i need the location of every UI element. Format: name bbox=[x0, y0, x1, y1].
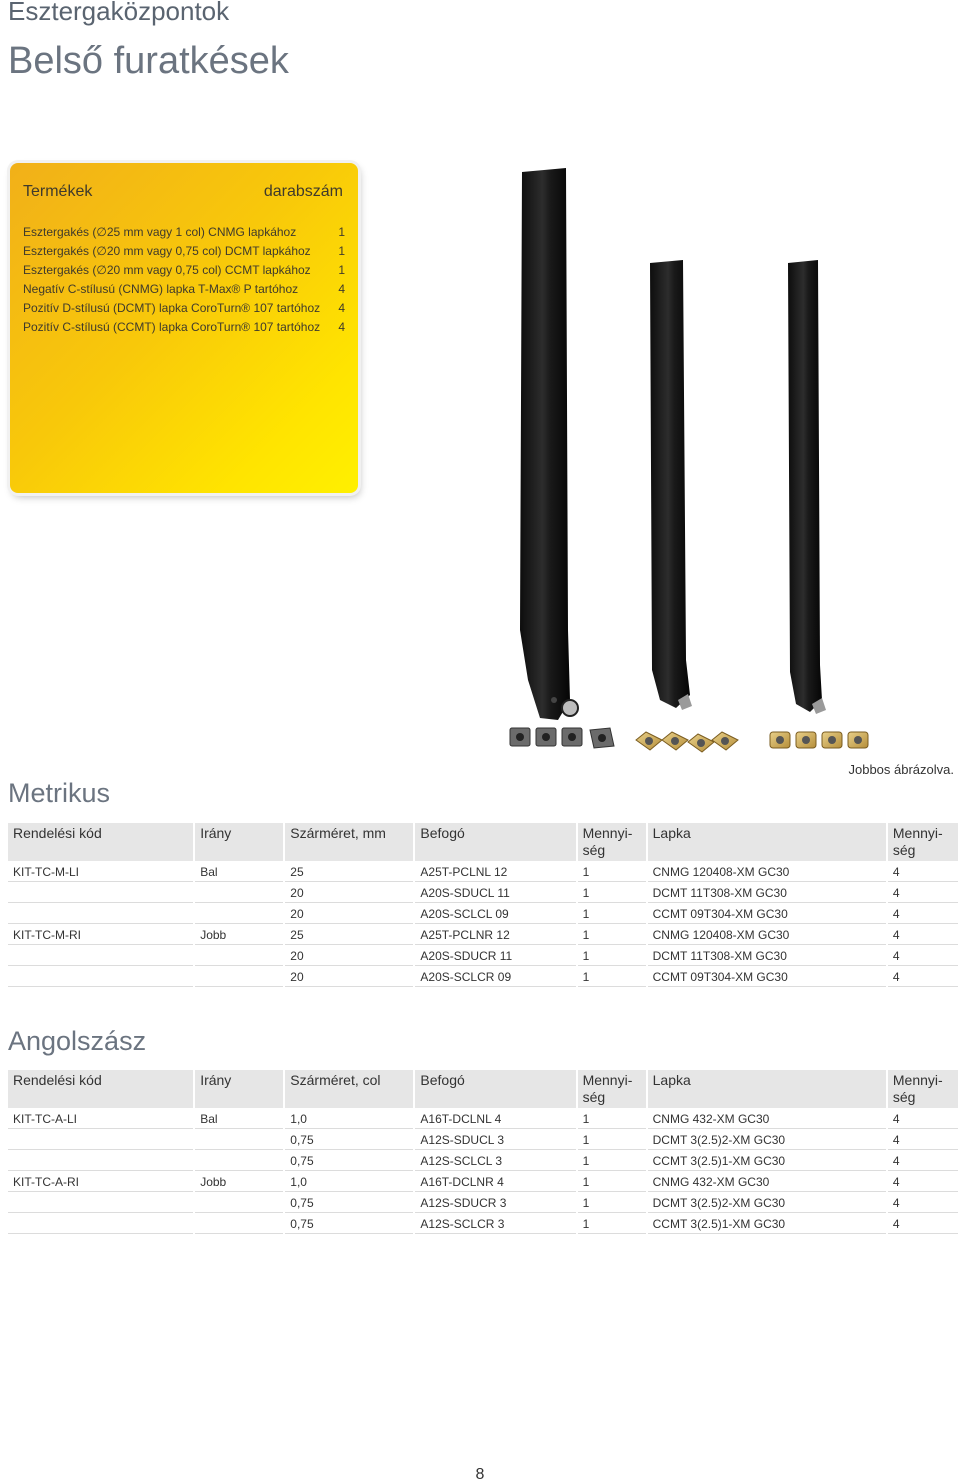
cell: 20 bbox=[285, 905, 413, 924]
product-list bbox=[23, 223, 345, 337]
boring-bar-medium bbox=[650, 260, 692, 710]
cell: 4 bbox=[888, 968, 958, 987]
cell: A16T-DCLNR 4 bbox=[415, 1173, 575, 1192]
cell: 1,0 bbox=[285, 1110, 413, 1129]
col-order-code: Rendelési kód bbox=[8, 1070, 193, 1108]
product-name: Esztergakés (∅25 mm vagy 1 col) CNMG lapkához bbox=[23, 225, 297, 239]
table-row bbox=[8, 947, 958, 966]
cell: A20S-SCLCR 09 bbox=[415, 968, 575, 987]
cell: 0,75 bbox=[285, 1215, 413, 1234]
cell: CCMT 09T304-XM GC30 bbox=[648, 968, 886, 987]
cell: 1 bbox=[578, 947, 646, 966]
cell: 25 bbox=[285, 926, 413, 945]
cell: 1 bbox=[578, 1110, 646, 1129]
col-holder-qty: Mennyi- ség bbox=[578, 823, 646, 861]
cell: CNMG 432-XM GC30 bbox=[648, 1173, 886, 1192]
col-shank-size: Szárméret, mm bbox=[285, 823, 413, 861]
cell: A12S-SDUCR 3 bbox=[415, 1194, 575, 1213]
cell: 20 bbox=[285, 968, 413, 987]
cell: 1 bbox=[578, 968, 646, 987]
section-label: Esztergaközpontok bbox=[8, 0, 230, 26]
cell: KIT-TC-M-LI bbox=[8, 863, 193, 882]
product-qty: 1 bbox=[338, 244, 345, 258]
cell: 4 bbox=[888, 926, 958, 945]
cell: DCMT 11T308-XM GC30 bbox=[648, 947, 886, 966]
cell: A12S-SCLCL 3 bbox=[415, 1152, 575, 1171]
cell: Jobb bbox=[195, 926, 283, 945]
col-insert-qty: Mennyi- ség bbox=[888, 823, 958, 861]
cnmg-inserts bbox=[510, 728, 614, 748]
table-row bbox=[8, 905, 958, 924]
product-name: Pozitív D-stílusú (DCMT) lapka CoroTurn® 107 tartóhoz bbox=[23, 301, 321, 315]
table-row bbox=[8, 1173, 958, 1192]
cell: Bal bbox=[195, 863, 283, 882]
cell: A20S-SCLCL 09 bbox=[415, 905, 575, 924]
boring-bar-large bbox=[520, 168, 578, 720]
cell bbox=[195, 1194, 283, 1213]
image-caption: Jobbos ábrázolva. bbox=[848, 762, 954, 777]
col-holder-qty: Mennyi- ség bbox=[578, 1070, 646, 1108]
cell bbox=[195, 884, 283, 903]
product-qty: 4 bbox=[338, 301, 345, 315]
cell: 20 bbox=[285, 947, 413, 966]
cell bbox=[8, 1152, 193, 1171]
cell: A25T-PCLNR 12 bbox=[415, 926, 575, 945]
col-insert-qty: Mennyi- ség bbox=[888, 1070, 958, 1108]
table-row bbox=[8, 1110, 958, 1129]
cell: 1 bbox=[578, 905, 646, 924]
cell: CCMT 3(2.5)1-XM GC30 bbox=[648, 1215, 886, 1234]
product-name: Pozitív C-stílusú (CCMT) lapka CoroTurn® 107 tartóhoz bbox=[23, 320, 321, 334]
table-header-row bbox=[8, 1070, 958, 1108]
cell: 1,0 bbox=[285, 1173, 413, 1192]
cell bbox=[8, 884, 193, 903]
list-item bbox=[23, 299, 345, 318]
list-item bbox=[23, 318, 345, 337]
cell: A12S-SDUCL 3 bbox=[415, 1131, 575, 1150]
col-insert: Lapka bbox=[648, 1070, 886, 1108]
cell bbox=[8, 968, 193, 987]
cell bbox=[8, 1131, 193, 1150]
cell: CNMG 120408-XM GC30 bbox=[648, 863, 886, 882]
list-item bbox=[23, 280, 345, 299]
boring-bar-small bbox=[788, 260, 826, 714]
dcmt-inserts bbox=[636, 732, 738, 752]
product-qty: 1 bbox=[338, 263, 345, 277]
cell: KIT-TC-A-LI bbox=[8, 1110, 193, 1129]
cell: 4 bbox=[888, 1173, 958, 1192]
table-row bbox=[8, 968, 958, 987]
list-item bbox=[23, 261, 345, 280]
col-direction: Irány bbox=[195, 1070, 283, 1108]
cell: 4 bbox=[888, 884, 958, 903]
cell: 4 bbox=[888, 947, 958, 966]
cell: 4 bbox=[888, 1194, 958, 1213]
cell bbox=[195, 947, 283, 966]
cell bbox=[8, 1194, 193, 1213]
cell: DCMT 3(2.5)2-XM GC30 bbox=[648, 1131, 886, 1150]
cell: 4 bbox=[888, 1152, 958, 1171]
list-item bbox=[23, 242, 345, 261]
cell bbox=[195, 968, 283, 987]
imperial-heading: Angolszász bbox=[8, 1026, 147, 1056]
cell: CCMT 3(2.5)1-XM GC30 bbox=[648, 1152, 886, 1171]
cell: 4 bbox=[888, 905, 958, 924]
cell: 4 bbox=[888, 1215, 958, 1234]
cell bbox=[195, 1131, 283, 1150]
cell: 1 bbox=[578, 1194, 646, 1213]
cell: 0,75 bbox=[285, 1152, 413, 1171]
cell: A25T-PCLNL 12 bbox=[415, 863, 575, 882]
table-row bbox=[8, 1131, 958, 1150]
quantity-column-header: darabszám bbox=[263, 183, 343, 200]
cell: CNMG 120408-XM GC30 bbox=[648, 926, 886, 945]
cell: 1 bbox=[578, 1215, 646, 1234]
cell: 1 bbox=[578, 926, 646, 945]
product-qty: 4 bbox=[338, 320, 345, 334]
cell: KIT-TC-A-RI bbox=[8, 1173, 193, 1192]
cell: 20 bbox=[285, 884, 413, 903]
page-number: 8 bbox=[475, 1466, 485, 1483]
col-direction: Irány bbox=[195, 823, 283, 861]
cell bbox=[8, 947, 193, 966]
cell bbox=[8, 1215, 193, 1234]
cell bbox=[195, 1215, 283, 1234]
cell: 0,75 bbox=[285, 1131, 413, 1150]
products-column-header: Termékek bbox=[23, 183, 93, 200]
cell: Jobb bbox=[195, 1173, 283, 1192]
table-row bbox=[8, 884, 958, 903]
product-name: Esztergakés (∅20 mm vagy 0,75 col) CCMT lapkához bbox=[23, 263, 311, 277]
products-box bbox=[10, 163, 358, 493]
cell: A12S-SCLCR 3 bbox=[415, 1215, 575, 1234]
list-item bbox=[23, 223, 345, 242]
cell: 4 bbox=[888, 1131, 958, 1150]
product-qty: 1 bbox=[338, 225, 345, 239]
cell: Bal bbox=[195, 1110, 283, 1129]
boring-bars-photo bbox=[500, 160, 880, 760]
metric-table bbox=[6, 821, 960, 989]
cell: 4 bbox=[888, 1110, 958, 1129]
table-row bbox=[8, 863, 958, 882]
cell: A20S-SDUCR 11 bbox=[415, 947, 575, 966]
cell bbox=[195, 905, 283, 924]
table-row bbox=[8, 1215, 958, 1234]
col-insert: Lapka bbox=[648, 823, 886, 861]
cell: 1 bbox=[578, 1173, 646, 1192]
cell: 1 bbox=[578, 863, 646, 882]
ccmt-inserts bbox=[770, 732, 868, 748]
metric-heading: Metrikus bbox=[8, 778, 111, 808]
table-row bbox=[8, 926, 958, 945]
table-row bbox=[8, 1152, 958, 1171]
cell: 1 bbox=[578, 884, 646, 903]
table-header-row bbox=[8, 823, 958, 861]
product-name: Negatív C-stílusú (CNMG) lapka T-Max® P tartóhoz bbox=[23, 282, 299, 296]
cell: 1 bbox=[578, 1131, 646, 1150]
cell: 4 bbox=[888, 863, 958, 882]
cell: A16T-DCLNL 4 bbox=[415, 1110, 575, 1129]
table-row bbox=[8, 1194, 958, 1213]
cell: DCMT 11T308-XM GC30 bbox=[648, 884, 886, 903]
cell: CCMT 09T304-XM GC30 bbox=[648, 905, 886, 924]
cell: 1 bbox=[578, 1152, 646, 1171]
col-holder: Befogó bbox=[415, 1070, 575, 1108]
cell: KIT-TC-M-RI bbox=[8, 926, 193, 945]
col-shank-size: Szárméret, col bbox=[285, 1070, 413, 1108]
cell bbox=[8, 905, 193, 924]
col-order-code: Rendelési kód bbox=[8, 823, 193, 861]
product-name: Esztergakés (∅20 mm vagy 0,75 col) DCMT lapkához bbox=[23, 244, 311, 258]
cell: 25 bbox=[285, 863, 413, 882]
cell: CNMG 432-XM GC30 bbox=[648, 1110, 886, 1129]
cell: A20S-SDUCL 11 bbox=[415, 884, 575, 903]
col-holder: Befogó bbox=[415, 823, 575, 861]
page-title: Belső furatkések bbox=[8, 40, 289, 82]
cell: DCMT 3(2.5)2-XM GC30 bbox=[648, 1194, 886, 1213]
imperial-table bbox=[6, 1068, 960, 1236]
cell: 0,75 bbox=[285, 1194, 413, 1213]
product-qty: 4 bbox=[338, 282, 345, 296]
cell bbox=[195, 1152, 283, 1171]
